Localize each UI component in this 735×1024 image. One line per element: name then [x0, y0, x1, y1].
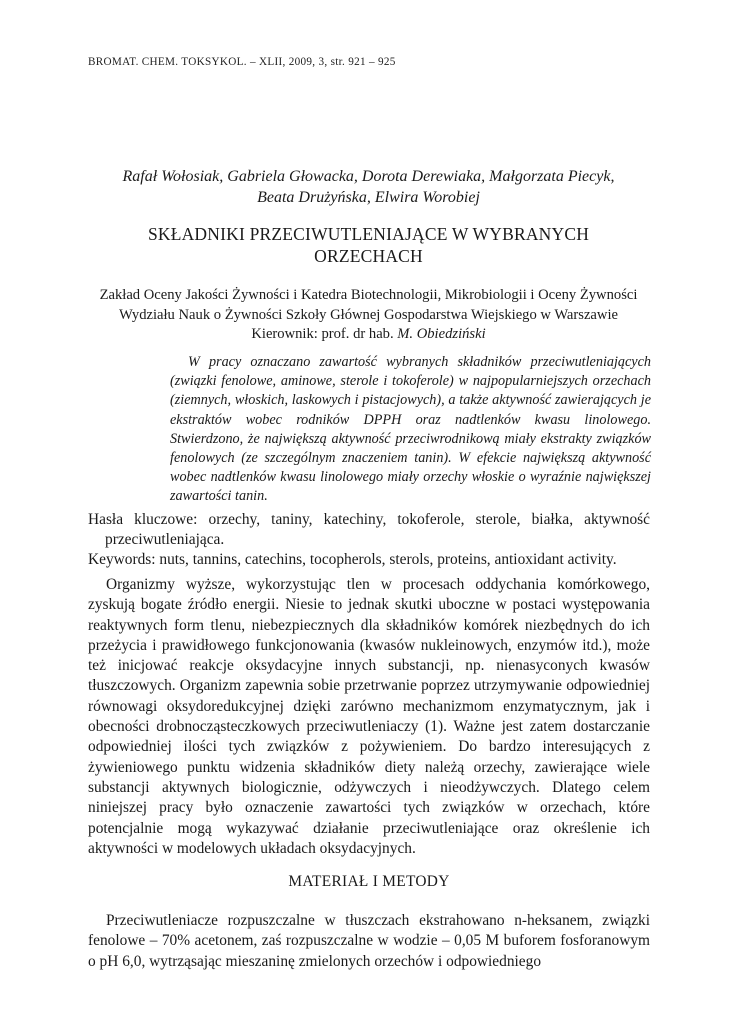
- paper-title: [88, 223, 649, 267]
- affiliation-line-2: Wydziału Nauk o Żywności Szkoły Głównej Gospodarstwa Wiejskiego w Warszawie: [119, 306, 618, 323]
- keywords-block: [88, 510, 650, 570]
- department-head-name: M. Obiedziński: [397, 326, 486, 342]
- department-head: [88, 325, 649, 345]
- affiliation-line-1: Zakład Oceny Jakości Żywności i Katedra Biotechnologii, Mikrobiologii i Oceny Żywności: [99, 287, 638, 303]
- methods-heading: MATERIAŁ I METODY: [288, 873, 450, 890]
- introduction: [88, 575, 650, 859]
- keywords-english: Keywords: nuts, tannins, catechins, tocopherols, sterols, proteins, antioxidant activity.: [88, 551, 617, 568]
- department-head-prefix: Kierownik: prof. dr hab.: [251, 326, 398, 342]
- title-line-1: SKŁADNIKI PRZECIWUTLENIAJĄCE W WYBRANYCH: [147, 224, 590, 244]
- journal-reference: BROMAT. CHEM. TOKSYKOL. – XLII, 2009, 3, str. 921 – 925: [88, 56, 396, 68]
- author-list: [88, 166, 649, 208]
- author-line-1: Rafał Wołosiak, Gabriela Głowacka, Dorota Derewiaka, Małgorzata Piecyk,: [122, 168, 615, 185]
- abstract: [170, 353, 651, 507]
- keywords-polish: Hasła kluczowe: orzechy, taniny, katechiny, tokoferole, sterole, białka, aktywność przeciwutleniająca.: [88, 511, 650, 548]
- author-line-2: Beata Drużyńska, Elwira Worobiej: [257, 189, 480, 206]
- methods-paragraph: Przeciwutleniacze rozpuszczalne w tłuszczach ekstrahowano n-heksanem, związki fenolowe – 70% acetonem, zaś rozpuszczalne w wodzie – 0,05 M buforem fosforanowym o pH 6,0, wytrząsając mieszaninę zmielonych orzechów i odpowiedniego: [88, 912, 650, 970]
- title-line-2: ORZECHACH: [314, 246, 423, 266]
- abstract-text: W pracy oznaczano zawartość wybranych składników przeciwutleniających (związki fenolowe, aminowe, sterole i tokoferole) w najpopularniejszych orzechach (ziemnych, włoskich, laskowych i pistacjowych), a także aktywność zawierających je ekstraktów wobec rodników DPPH oraz nadtlenków kwasu linolowego. Stwierdzono, że największą aktywność przeciwrodnikową miały ekstrakty związków fenolowych (ze szczególnym znaczeniem tanin). W efekcie największą aktywność wobec nadtlenków kwasu linolowego miały orzechy włoskie o wyraźnie największej zawartości tanin.: [170, 354, 651, 505]
- methods-section: [88, 911, 650, 972]
- intro-paragraph: Organizmy wyższe, wykorzystując tlen w procesach oddychania komórkowego, zyskują bogate źródło energii. Niesie to jednak skutki uboczne w postaci występowania reaktywnych form tlenu, niebezpiecznych dla składników komórek niezbędnych do ich przeżycia i prawidłowego funkcjonowania (kwasów nukleinowych, enzymów itd.), może też inicjować reakcje oksydacyjne innych substancji, np. nienasyconych kwasów tłuszczowych. Organizm zapewnia sobie przetrwanie poprzez utrzymywanie odpowiedniej równowagi oksydoredukcyjnej dzięki zarówno mechanizmom enzymatycznym, jak i obecności drobnocząsteczkowych przeciwutleniaczy (1). Ważne jest zatem dostarczanie odpowiedniej ilości tych związków z pożywieniem. Do bardzo interesujących z żywieniowego punktu widzenia składników diety należą orzechy, zawierające wiele substancji aktywnych biologicznie, odżywczych i nieodżywczych. Dlatego celem niniejszej pracy było oznaczenie zawartości tych związków w orzechach, które potencjalnie mogą wykazywać działanie przeciwutleniające oraz określenie ich aktywności w modelowych układach oksydacyjnych.: [88, 576, 650, 857]
- affiliation-block: [88, 286, 649, 345]
